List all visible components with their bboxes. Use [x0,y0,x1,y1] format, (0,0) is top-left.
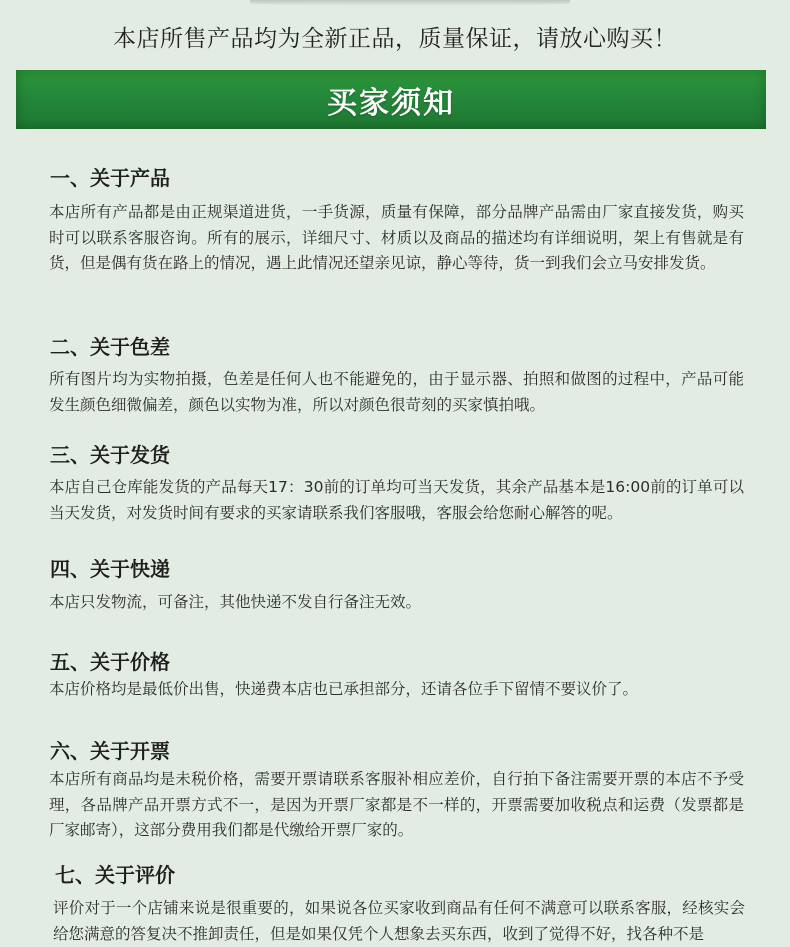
section-body-shipping: 本店自己仓库能发货的产品每天17：30前的订单均可当天发货，其余产品基本是16:00前的订单可以当天发货，对发货时间有要求的买家请联系我们客服哦，客服会给您耐心解答的呢。 [49,478,744,522]
section-body-invoice: 本店所有商品均是未税价格，需要开票请联系客服补相应差价，自行拍下备注需要开票的本店不予受理，各品牌产品开票方式不一，是因为开票厂家都是不一样的，开票需要加收税点和运费（发票都是厂家邮寄），这部分费用我们都是代缴给开票厂家的。 [49,770,744,839]
section-title-invoice: 六、关于开票 [50,739,170,763]
section-title-courier: 四、关于快递 [50,557,170,581]
section-body-review: 评价对于一个店铺来说是很重要的，如果说各位买家收到商品有任何不满意可以联系客服，经核实会给您满意的答复决不推卸责任，但是如果仅凭个人想象去买东西，收到了觉得不好，找各种不是 [53,899,745,943]
section-title-color: 二、关于色差 [50,335,170,359]
section-title-shipping: 三、关于发货 [50,443,170,467]
section-body-product: 本店所有产品都是由正规渠道进货，一手货源，质量有保障，部分品牌产品需由厂家直接发货，购买时可以联系客服咨询。所有的展示，详细尺寸、材质以及商品的描述均有详细说明，架上有售就是有货，但是偶有货在路上的情况，遇上此情况还望亲见谅，静心等待，货一到我们会立马安排发货。 [49,203,744,272]
section-title-price: 五、关于价格 [50,650,170,674]
notice-banner [16,70,766,129]
section-body-color: 所有图片均为实物拍摄，色差是任何人也不能避免的，由于显示器、拍照和做图的过程中，产品可能发生颜色细微偏差，颜色以实物为准，所以对颜色很苛刻的买家慎拍哦。 [49,370,744,414]
store-tagline: 本店所售产品均为全新正品，质量保证，请放心购买！ [113,26,677,52]
banner-title: 买家须知 [327,85,455,121]
section-title-review: 七、关于评价 [55,863,175,887]
section-body-price: 本店价格均是最低价出售，快递费本店也已承担部分，还请各位手下留情不要议价了。 [49,680,639,698]
section-title-product: 一、关于产品 [50,166,170,190]
section-body-courier: 本店只发物流，可备注，其他快递不发自行备注无效。 [49,593,422,611]
top-edge-shadow [250,0,570,6]
